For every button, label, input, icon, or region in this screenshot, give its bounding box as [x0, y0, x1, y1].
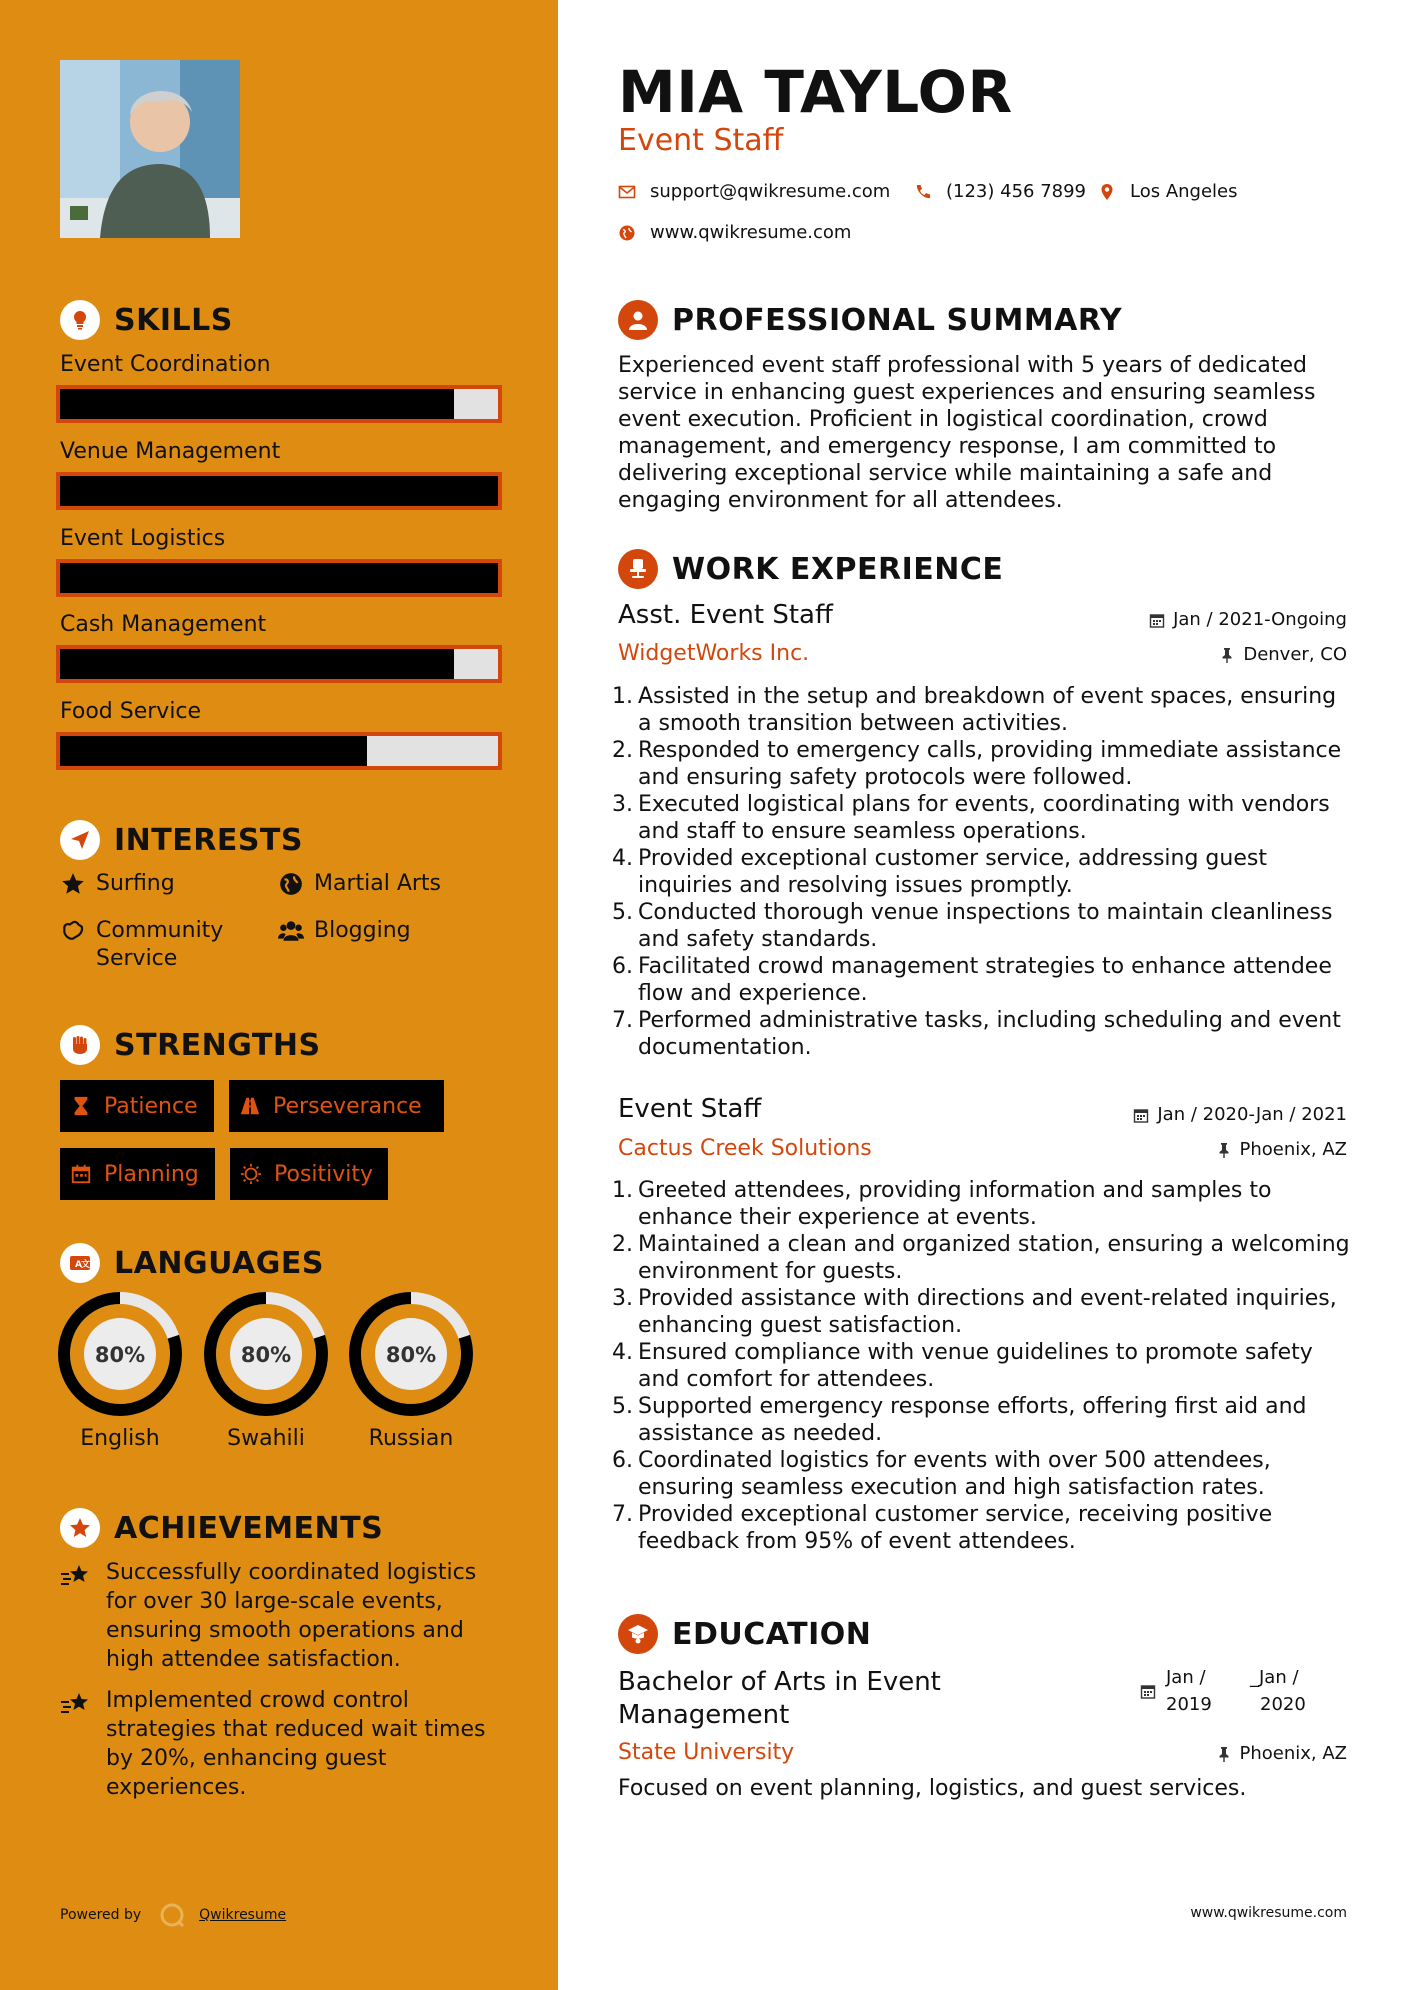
list-item: 4. Provided exceptional customer service, addressing guest inquiries and resolving issues promptly. — [612, 846, 1267, 898]
interest-item: Community Service — [60, 917, 270, 973]
hand-icon — [60, 918, 86, 944]
education-header — [618, 1614, 871, 1654]
experience-title: WORK EXPERIENCE — [672, 551, 1004, 587]
school-name: State University — [618, 1740, 795, 1765]
powered-by: Powered by Qwikresume — [60, 1902, 286, 1928]
svg-text:文: 文 — [81, 1260, 91, 1270]
users-icon — [278, 918, 304, 944]
phone-icon — [914, 183, 932, 201]
contact-location: Los Angeles — [1098, 181, 1238, 202]
edu-end-date: _Jan / 2020 — [1250, 1667, 1306, 1715]
job-bullets — [612, 1177, 1352, 1555]
contact-website[interactable]: www.qwikresume.com — [618, 222, 851, 243]
strengths-header — [60, 1025, 321, 1065]
skill-bar — [56, 732, 502, 770]
strength-chip: Planning — [60, 1148, 215, 1200]
edu-location: Phoenix, AZ — [1216, 1743, 1348, 1764]
summary-header — [618, 300, 1122, 340]
strengths-title: STRENGTHS — [114, 1027, 321, 1063]
job-location: Denver, CO — [1219, 644, 1347, 665]
qwikresume-link[interactable]: Qwikresume — [199, 1907, 287, 1923]
interests-header — [60, 820, 303, 860]
language-name: English — [80, 1426, 160, 1451]
interest-item: Martial Arts — [278, 870, 441, 898]
shooting-star-icon — [60, 1690, 92, 1718]
edu-start-date: Jan / 2019 — [1166, 1667, 1212, 1715]
language-item — [204, 1292, 328, 1451]
achievements-title: ACHIEVEMENTS — [114, 1510, 384, 1546]
skill-bar — [56, 645, 502, 683]
user-icon — [618, 300, 658, 340]
list-item: 5. Conducted thorough venue inspections to maintain cleanliness and safety standards. — [612, 900, 1333, 952]
skill-label: Cash Management — [60, 612, 267, 637]
skill-label: Event Logistics — [60, 526, 226, 551]
language-item — [349, 1292, 473, 1451]
job-dates: Jan / 2020-Jan / 2021 — [1133, 1104, 1347, 1125]
skill-label: Event Coordination — [60, 352, 271, 377]
interests-title: INTERESTS — [114, 822, 303, 858]
shooting-star-icon — [60, 1562, 92, 1590]
strength-chip: Patience — [60, 1080, 214, 1132]
skill-bar — [56, 472, 502, 510]
candidate-role: Event Staff — [618, 123, 784, 158]
interest-item: Surfing — [60, 870, 175, 898]
interest-item: Blogging — [278, 917, 411, 945]
skill-fill — [60, 649, 454, 679]
edu-description: Focused on event planning, logistics, and guest services. — [618, 1776, 1247, 1801]
language-percent: 80% — [94, 1343, 146, 1367]
strength-chip: Perseverance — [229, 1080, 444, 1132]
skill-fill — [60, 389, 454, 419]
achievement-item: Successfully coordinated logistics for over 30 large-scale events, ensuring smooth operations and high attendee satisfaction. — [60, 1558, 500, 1674]
achievement-item: Implemented crowd control strategies that reduced wait times by 20%, enhancing guest experiences. — [60, 1686, 500, 1802]
skill-bar — [56, 559, 502, 597]
calendar-icon — [70, 1163, 92, 1185]
list-item: 3. Provided assistance with directions and event-related inquiries, enhancing guest satisfaction. — [612, 1286, 1337, 1338]
skill-label: Venue Management — [60, 439, 281, 464]
main-content — [558, 0, 1407, 1990]
summary-title: PROFESSIONAL SUMMARY — [672, 302, 1123, 338]
language-ring — [349, 1292, 473, 1416]
skill-fill — [60, 563, 498, 593]
experience-header — [618, 549, 1003, 589]
office-chair-icon — [618, 549, 658, 589]
job-title: Asst. Event Staff — [618, 600, 833, 630]
language-percent: 80% — [240, 1343, 292, 1367]
education-title: EDUCATION — [672, 1616, 872, 1652]
job-bullets — [612, 683, 1352, 1061]
skill-label: Food Service — [60, 699, 202, 724]
job-location: Phoenix, AZ — [1216, 1139, 1348, 1160]
skill-fill — [60, 736, 367, 766]
language-icon — [60, 1243, 100, 1283]
sidebar — [0, 0, 558, 1990]
calendar-icon — [1149, 612, 1165, 628]
candidate-name: MIA TAYLOR — [618, 58, 1013, 126]
globe-icon — [278, 871, 304, 897]
award-star-icon — [60, 1508, 100, 1548]
language-ring — [204, 1292, 328, 1416]
qwikresume-logo-icon — [159, 1902, 185, 1928]
hourglass-icon — [70, 1095, 92, 1117]
star-icon — [60, 871, 86, 897]
list-item: 1. Greeted attendees, providing information and samples to enhance their experience at events. — [612, 1178, 1272, 1230]
list-item: 6. Facilitated crowd management strategies to enhance attendee flow and experience. — [612, 954, 1332, 1006]
job-title: Event Staff — [618, 1094, 762, 1124]
list-item: 2. Responded to emergency calls, providing immediate assistance and ensuring safety protocols were followed. — [612, 738, 1342, 790]
pushpin-icon — [1219, 647, 1235, 663]
language-percent: 80% — [385, 1343, 437, 1367]
language-name: Russian — [368, 1426, 454, 1451]
lightbulb-icon — [60, 300, 100, 340]
list-item: 5. Supported emergency response efforts, offering first aid and assistance as needed. — [612, 1394, 1307, 1446]
languages-header — [60, 1243, 324, 1283]
list-item: 4. Ensured compliance with venue guidelines to promote safety and comfort for attendees. — [612, 1340, 1313, 1392]
paper-plane-icon — [60, 820, 100, 860]
company-name: WidgetWorks Inc. — [618, 641, 810, 666]
list-item: 1. Assisted in the setup and breakdown of event spaces, ensuring a smooth transition between activities. — [612, 684, 1337, 736]
svg-text:A: A — [75, 1260, 82, 1270]
strength-chip: Positivity — [230, 1148, 388, 1200]
company-name: Cactus Creek Solutions — [618, 1136, 872, 1161]
language-item — [58, 1292, 182, 1451]
globe-icon — [618, 224, 636, 242]
skill-bar — [56, 385, 502, 423]
contact-email[interactable]: support@qwikresume.com — [618, 181, 890, 202]
summary-text: Experienced event staff professional with 5 years of dedicated service in enhancing guest experiences and ensuring seamless event execution. Proficient in logistical coordination, crowd management, and emergency response, I am committed to delivering exceptional service while maintaining a safe and engaging environment for all attendees. — [618, 353, 1316, 513]
list-item: 6. Coordinated logistics for events with over 500 attendees, ensuring seamless execution and high satisfaction rates. — [612, 1448, 1271, 1500]
map-pin-icon — [1098, 183, 1116, 201]
sun-icon — [240, 1163, 262, 1185]
language-ring — [58, 1292, 182, 1416]
job-dates: Jan / 2021-Ongoing — [1149, 609, 1347, 630]
footer-url[interactable]: www.qwikresume.com — [1190, 1905, 1347, 1921]
road-icon — [239, 1095, 261, 1117]
achievements-header — [60, 1508, 383, 1548]
list-item: 7. Provided exceptional customer service, receiving positive feedback from 95% of event attendees. — [612, 1502, 1273, 1554]
list-item: 7. Performed administrative tasks, including scheduling and event documentation. — [612, 1008, 1341, 1060]
pushpin-icon — [1216, 1746, 1232, 1762]
languages-title: LANGUAGES — [114, 1245, 324, 1281]
skills-title: SKILLS — [114, 302, 233, 338]
list-item: 3. Executed logistical plans for events, coordinating with vendors and staff to ensure seamless operations. — [612, 792, 1330, 844]
graduation-icon — [618, 1614, 658, 1654]
language-name: Swahili — [227, 1426, 305, 1451]
profile-photo — [60, 60, 240, 238]
calendar-icon — [1140, 1683, 1156, 1699]
envelope-icon — [618, 183, 636, 201]
degree-title: Bachelor of Arts in Event Management — [618, 1667, 941, 1730]
fist-icon — [60, 1025, 100, 1065]
calendar-icon — [1133, 1107, 1149, 1123]
pushpin-icon — [1216, 1142, 1232, 1158]
skill-fill — [60, 476, 498, 506]
contact-phone[interactable]: (123) 456 7899 — [914, 181, 1086, 202]
list-item: 2. Maintained a clean and organized station, ensuring a welcoming environment for guests. — [612, 1232, 1350, 1284]
skills-header — [60, 300, 233, 340]
